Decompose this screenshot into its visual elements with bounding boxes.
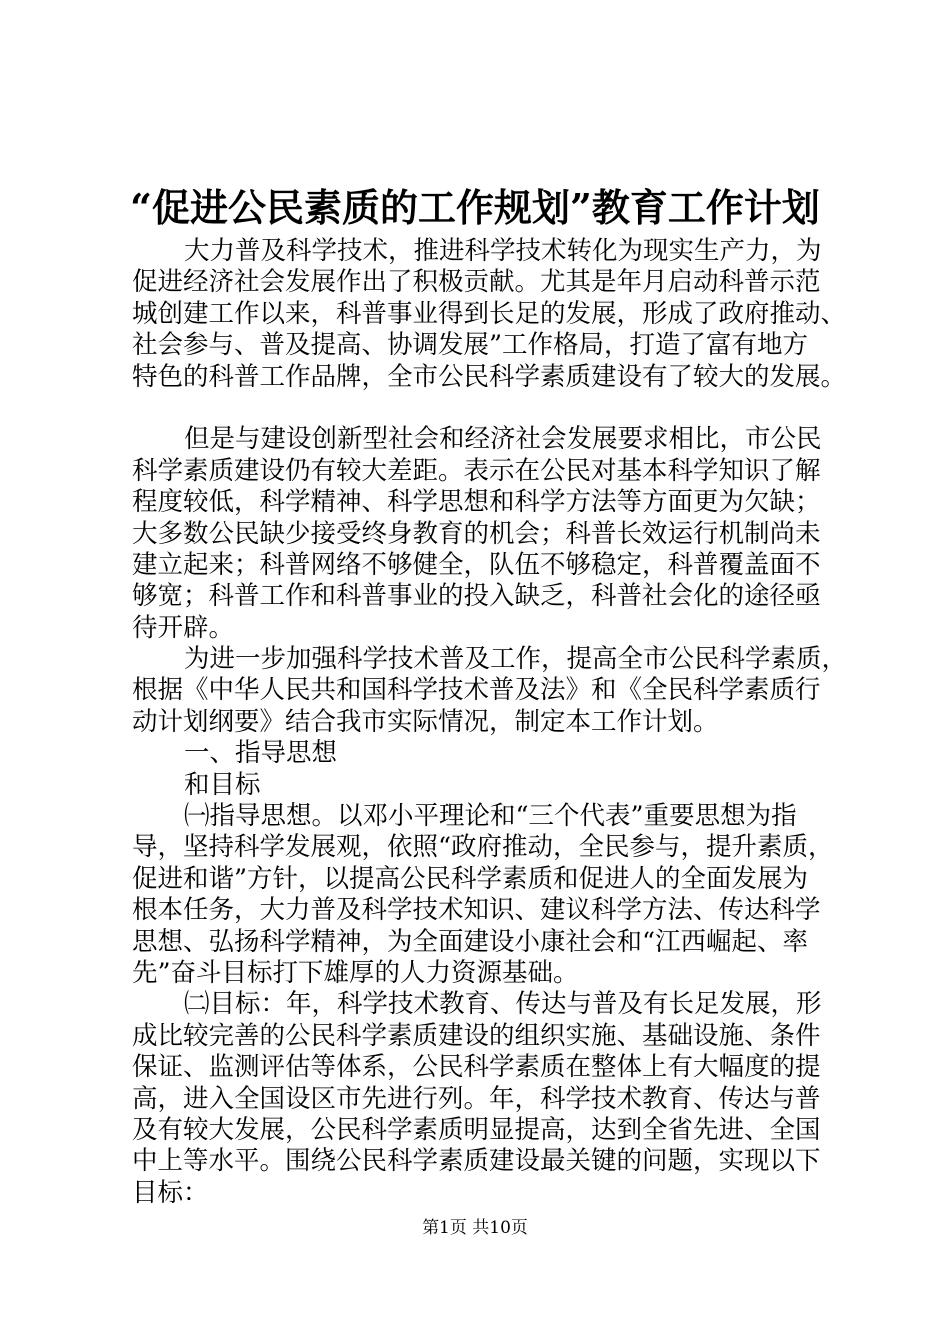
text-line: 促进和谐”方针，以提高公民科学素质和促进人的全面发展为 (132, 863, 809, 894)
text-line: 中上等水平。围绕公民科学素质建设最关键的问题，实现以下 (132, 1146, 821, 1177)
text-line: 高，进入全国设区市先进行列。年，科学技术教育、传达与普 (132, 1083, 821, 1114)
text-line: 思想、弘扬科学精神，为全面建设小康社会和“江西崛起、率 (132, 926, 809, 957)
text-line: 成比较完善的公民科学素质建设的组织实施、基础设施、条件 (132, 1020, 821, 1051)
text-line: 及有较大发展，公民科学素质明显提高，达到全省先进、全国 (132, 1114, 821, 1145)
text-line: 待开辟。 (132, 612, 235, 643)
text-line: 先”奋斗目标打下雄厚的人力资源基础。 (132, 957, 579, 988)
paragraph-gap (132, 393, 852, 424)
text-line: 和目标 (184, 769, 261, 800)
text-line: 动计划纲要》结合我市实际情况，制定本工作计划。 (132, 706, 719, 737)
text-line: 促进经济社会发展作出了积极贡献。尤其是年月启动科普示范 (132, 267, 821, 298)
text-line: 城创建工作以来，科普事业得到长足的发展，形成了政府推动、 (132, 298, 847, 329)
text-line: ㈠指导思想。以邓小平理论和“三个代表”重要思想为指 (184, 801, 797, 832)
text-line: 为进一步加强科学技术普及工作，提高全市公民科学素质， (184, 644, 848, 675)
text-line: 大多数公民缺少接受终身教育的机会；科普长效运行机制尚未 (132, 518, 821, 549)
text-line: 建立起来；科普网络不够健全，队伍不够稳定，科普覆盖面不 (132, 549, 821, 580)
text-line: 科学素质建设仍有较大差距。表示在公民对基本科学知识了解 (132, 455, 821, 486)
text-line: 大力普及科学技术，推进科学技术转化为现实生产力，为 (184, 236, 822, 266)
page-footer: 第1页 共10页 (422, 1218, 528, 1238)
text-line: 目标： (132, 1177, 209, 1208)
text-line: 根本任务，大力普及科学技术知识、建议科学方法、传达科学 (132, 895, 821, 926)
text-line: ㈡目标：年，科学技术教育、传达与普及有长足发展，形 (184, 989, 822, 1020)
text-line: 根据《中华人民共和国科学技术普及法》和《全民科学素质行 (132, 675, 821, 706)
document-body (132, 236, 852, 1209)
text-line: 特色的科普工作品牌，全市公民科学素质建设有了较大的发展。 (132, 361, 847, 392)
text-line: 保证、监测评估等体系，公民科学素质在整体上有大幅度的提 (132, 1052, 821, 1083)
text-line: 但是与建设创新型社会和经济社会发展要求相比，市公民 (184, 424, 822, 455)
document-title: “促进公民素质的工作规划”教育工作计划 (130, 185, 820, 230)
text-line: 够宽；科普工作和科普事业的投入缺乏，科普社会化的途径亟 (132, 581, 821, 612)
text-line: 导，坚持科学发展观，依照“政府推动，全民参与，提升素质， (132, 832, 834, 863)
text-line: 社会参与、普及提高、协调发展”工作格局，打造了富有地方 (132, 330, 809, 361)
text-line: 程度较低，科学精神、科学思想和科学方法等方面更为欠缺； (132, 487, 821, 518)
text-line: 一、指导思想 (184, 738, 338, 769)
